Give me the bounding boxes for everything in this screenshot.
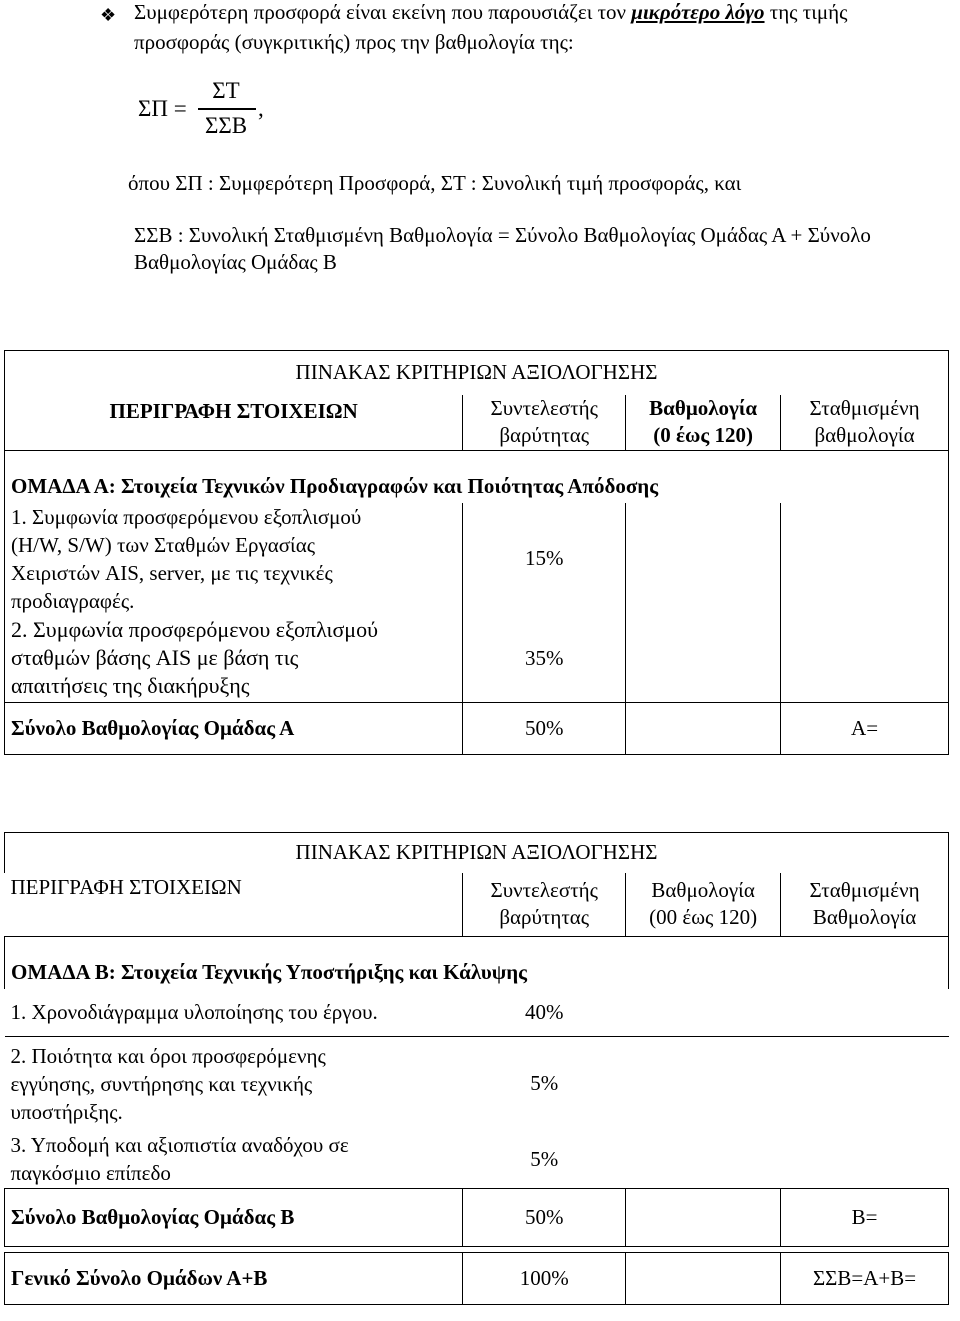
header-weight: Συντελεστής βαρύτητας — [463, 395, 626, 451]
criteria-table-b — [4, 832, 949, 1305]
header-description: ΠΕΡΙΓΡΑΦΗ ΣΤΟΙΧΕΙΩΝ — [5, 395, 463, 451]
grand-total-label: Γενικό Σύνολο Ομάδων Α+Β — [5, 1253, 463, 1305]
row-weighted — [781, 615, 949, 703]
row-score — [626, 1037, 781, 1131]
total-a-weight: 50% — [463, 703, 626, 755]
total-a-label: Σύνολο Βαθμολογίας Ομάδας Α — [5, 703, 463, 755]
row-weight: 35% — [463, 615, 626, 703]
total-b-weight: 50% — [463, 1189, 626, 1247]
row-weighted — [781, 1131, 949, 1189]
intro-line-1-text: Συμφερότερη προσφορά είναι εκείνη που παρουσιάζει τον μικρότερο λόγο της τιμής — [134, 0, 848, 24]
total-a-result: Α= — [781, 703, 949, 755]
total-b-score — [626, 1189, 781, 1247]
definition-line-1: όπου ΣΠ : Συμφερότερη Προσφορά, ΣΤ : Συνολική τιμή προσφοράς, και — [128, 171, 742, 195]
table-title: ΠΙΝΑΚΑΣ ΚΡΙΤΗΡΙΩΝ ΑΞΙΟΛΟΓΗΣΗΣ — [5, 833, 949, 873]
row-weight: 40% — [524, 999, 564, 1024]
header-score: Βαθμολογία (00 έως 120) — [626, 873, 781, 937]
row-score — [626, 989, 781, 1037]
header-score: Βαθμολογία (0 έως 120) — [626, 395, 781, 451]
table-title: ΠΙΝΑΚΑΣ ΚΡΙΤΗΡΙΩΝ ΑΞΙΟΛΟΓΗΣΗΣ — [5, 351, 949, 395]
emphasis-text: μικρότερο λόγο — [631, 0, 765, 24]
definition-line-2: ΣΣΒ : Συνολική Σταθμισμένη Βαθμολογία = Σύνολο Βαθμολογίας Ομάδας Α + Σύνολο — [134, 223, 871, 247]
formula-lhs: ΣΠ = — [138, 96, 187, 121]
criteria-table-a — [4, 350, 949, 755]
row-weighted — [781, 503, 949, 615]
formula-fraction-bar — [198, 108, 256, 110]
row-score — [626, 503, 781, 615]
header-weight: Συντελεστής βαρύτητας — [463, 873, 626, 937]
intro-line-2: προσφοράς (συγκριτικής) προς την βαθμολογία της: — [134, 30, 574, 54]
diamond-outline-bullet-icon: ❖ — [100, 5, 117, 25]
formula-numerator: ΣΤ — [212, 78, 240, 103]
header-description: ΠΕΡΙΓΡΑΦΗ ΣΤΟΙΧΕΙΩΝ — [10, 874, 242, 899]
intro-line-1 — [100, 2, 116, 27]
table-row: 1. Χρονοδιάγραμμα υλοποίησης του έργου. — [10, 1000, 378, 1025]
total-b-result: Β= — [781, 1189, 949, 1247]
definition-line-3: Βαθμολογίας Ομάδας Β — [134, 250, 337, 274]
group-a-heading: ΟΜΑΔΑ Α: Στοιχεία Τεχνικών Προδιαγραφών και Ποιότητας Απόδοσης — [5, 451, 949, 503]
group-b-heading: ΟΜΑΔΑ Β: Στοιχεία Τεχνικής Υποστήριξης και Κάλυψης — [5, 937, 949, 989]
table-row: 3. Υποδομή και αξιοπιστία αναδόχου σε παγκόσμιο επίπεδο — [10, 1133, 349, 1186]
row-weight: 15% — [463, 503, 626, 615]
header-weighted-score: Σταθμισμένη Βαθμολογία — [781, 873, 949, 937]
row-weighted — [781, 989, 949, 1037]
row-weighted — [781, 1037, 949, 1131]
row-score — [626, 615, 781, 703]
total-a-score — [626, 703, 781, 755]
grand-total-result: ΣΣΒ=Α+Β= — [781, 1253, 949, 1305]
table-row: 2. Συμφωνία προσφερόμενου εξοπλισμού σταθμών βάσης AIS με βάση τις απαιτήσεις της διακήρυξης — [5, 615, 463, 703]
grand-total-score — [626, 1253, 781, 1305]
table-row: 2. Ποιότητα και όροι προσφερόμενης εγγύησης, συντήρησης και τεχνικής υποστήριξης. — [5, 1037, 463, 1131]
row-weight: 5% — [530, 1146, 559, 1171]
row-weight: 5% — [463, 1037, 626, 1131]
total-b-label: Σύνολο Βαθμολογίας Ομάδας Β — [5, 1189, 463, 1247]
table-row: 1. Συμφωνία προσφερόμενου εξοπλισμού (H/W, S/W) των Σταθμών Εργασίας Χειριστών AIS, server, με τις τεχνικές προδιαγραφές. — [5, 503, 463, 615]
row-score — [626, 1131, 781, 1189]
formula-comma: , — [258, 96, 264, 121]
formula-denominator: ΣΣΒ — [204, 113, 248, 138]
grand-total-weight: 100% — [463, 1253, 626, 1305]
header-weighted-score: Σταθμισμένη βαθμολογία — [781, 395, 949, 451]
